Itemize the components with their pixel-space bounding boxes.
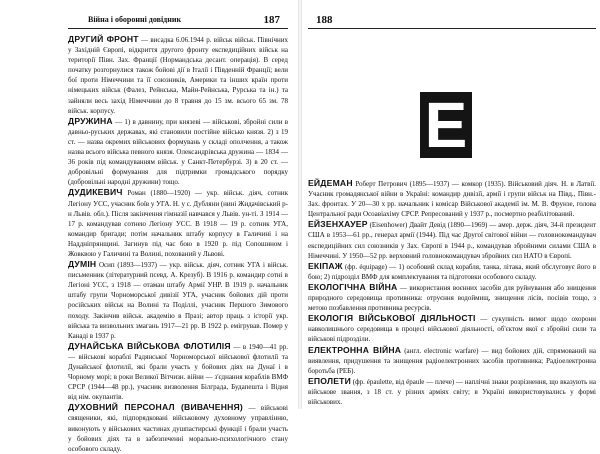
entry-headword: ЕКОЛОГІЧНА ВІЙНА [308,281,398,292]
entry-headword: ДУДИКЕВИЧ [68,187,123,198]
entry-headword: ЕПОЛЕТИ [308,375,351,386]
running-head [308,14,596,29]
entry-text: — військові священики, які, підпорядковані військовому духовному управлінню, виконують у військових частинах душпастирські функції і брали участь у бойових діях та в забезпеченні морально-психологічного стану особового складу. [68,404,289,453]
entry-text: — сукупність вимог щодо охорони навколишнього середовища в процесі військової діяльності, об'єктом якої є збройні сили та військові підрозділи. [308,315,597,344]
entry-headword: ДУХОВНИЙ ПЕРСОНАЛ (ВИВАЧЕННЯ) [68,402,243,413]
entry [68,34,288,116]
entry [68,341,288,403]
right-page [304,0,600,409]
entry-text: Роман (1880—1920) — укр. військ. діяч, сотник Легіону УСС, учасник боїв у УГА. Н. у с. Дубляни (нині Жидачівський р-н Львів. обл.). Після закінчення гімназії навчався у Львів. ун-ті. З 1914 — 17 р. командував сотнею Легіону УСС. В 1918 — 19 р. сотник УГА, командир бригади; потім начальник штабу корпусу в Галичині і на Наддніпрянщині. Загинув під час бою в 1920 р. під Сопошином і Жовквою у Галичині та Волині, похований у Львові. [68,189,289,258]
page-number: 188 [316,14,333,26]
running-head-title: Війна і оборонні довідник [88,15,182,24]
entry-headword: ДУНАЙСЬКА ВІЙСЬКОВА ФЛОТИЛІЯ [68,340,231,351]
entry-text: — використання воєнних засобів для руйнування або знищення природного середовища противника: отруєння водоймищ, знищення лісів, посівів тощо, з метою позбавлення противника ресурсів. [308,283,597,313]
entry [308,219,596,260]
entry [308,313,596,344]
entry-headword: ДУМІН [68,259,97,270]
entry-text: Осип (1893—1937) — укр. військ. діяч, сотник УГА і військ. письменник (літературний псевд. А. Крезуб). В 1916 р. командир сотні в Легіоні УСС, з 1918 — отаман штабу Армії УНР. В 1919 р. начальник штабу групи Чорноморської дивізії УГА, учасник бойових дій проти російських військ на Волині та Поділлі, учасник Першого Зимового походу. Закінчив військ. академію в Празі; автор праць з історії укр. війська та визвольних змагань 1917—21 рр. В 1922 р. емігрував. Помер у Канаді в 1937 р. [68,261,288,340]
running-head [68,14,288,29]
entry-headword: ЕЙДЕМАН [308,178,353,188]
entry-text: (Eisenhower) Двайт Девід (1890—1969) — амер. держ. діяч, 34-й президент США в 1953—61 рр., генерал армії (1944). Під час Другої світової війни — головнокомандувач експедиційних сил союзників у Зах. Європі в 1944 р., командував збройними силами США в Німеччині. У 1950—52 рр. верховний головнокомандувач збройних сил НАТО в Європі. [308,221,596,260]
entry-text: — 1) в давнину, при князеві — військові, збройні сили в давньо-руських державах, які становили постійне військо князя. 2) з 19 ст. — назва окремих військових формувань у складі ополчення, а також назва всього війська певного князя. Олександрівська дружина — 1834 — 36 років під командуванням військ. у Санкт-Петербурзі. 3) в 20 ст. — добровільні формування для підтримки громадського порядку (добровільні народні дружини) тощо. [68,117,289,187]
entry [308,345,596,376]
entry [68,402,288,453]
left-page [0,0,296,453]
entry [68,116,288,188]
entry [308,178,596,219]
entry-headword: ЕЛЕКТРОННА ВІЙНА [308,344,402,355]
entry-text: — в 1940—41 pp. — військові кораблі Радянської Чорноморської військової флотилії та Дунайської флотилії, які брали участь у бойових діях на Дунаї і в Чорному морі; в роки Великої Вітчизн. війни — з'єднання кораблів ВМФ СРСР (1944—48 pp.), учасник визволення Білграда, Будапешта і Відня від нім. окупантів. [68,342,288,402]
entry-headword: ДРУГИЙ ФРОНТ [68,34,139,44]
section-letter: Е [420,92,472,158]
entry [308,282,596,313]
right-column [308,178,596,407]
entry-headword: ЕКОЛОГІЯ ВІЙСЬКОВОЇ ДІЯЛЬНОСТІ [308,313,476,324]
entry-headword: ЕКІПАЖ [308,260,343,271]
book-gutter [298,0,302,409]
entry-headword: ДРУЖИНА [68,115,113,126]
entry [68,187,288,259]
entry-headword: ЕЙЗЕНХАУЕР [308,219,368,230]
entry [308,261,596,282]
entry [68,259,288,341]
entry-text: (фр. équipage) — 1) особовий склад корабля, танка, літака, який обслуговує його в бою; 2) підрозділ ВМФ для комплектування та підготовки особового складу. [308,262,597,281]
entry-text: Роберт Петрович (1895—1937) — комкор (1935). Військовий діяч. Н. в Латвії. Учасник громадянської війни в Україні: командир дивізії, армії і групи військ на Півд., Півн.-Зах. фронтах. У 20—30 х рр. начальник і комісар Військової академії ім. М. В. Фрунзе, голова Центральної ради Осоавіахіму СРСР. Репресований у 1937 р., посмертно реабілітований. [308,180,597,219]
entry [308,376,596,407]
page-number: 187 [263,14,280,26]
entry-text: (англ. electronic warfare) — вид бойових дій, спрямований на виявлення, придушення та знищення радіоелектронних засобів противника; Радіоелектронна боротьба (РЕБ). [308,346,597,375]
entry-text: (фр. épaulette, від épaule — плече) — наплічні знаки розрізнення, що вказують на військове звання, з 18 ст. у різних арміях світу; в Україні використовувались у формі військових. [308,377,596,406]
entry-text: — висадка 6.06.1944 р. військ військ. Північних у Західній Європі, відкриття другого фронту експедиційних військ на території Півн. Зах. Франції (Нормандська десант. операція). В серед початку розгорнулися також бойові дії в Італії і Південній Франції; вели бої проти Німеччини та її союзників, Америки та інших країн проти німецьких військ (Фалез, Рейнська, Майн-Рейнська, Рурська та ін.) та зайняли весь захід Німеччини до 8 травня до 15 зм. всього 65 зм. 78 військ. корпусу. [68,36,288,115]
left-column [68,34,288,454]
